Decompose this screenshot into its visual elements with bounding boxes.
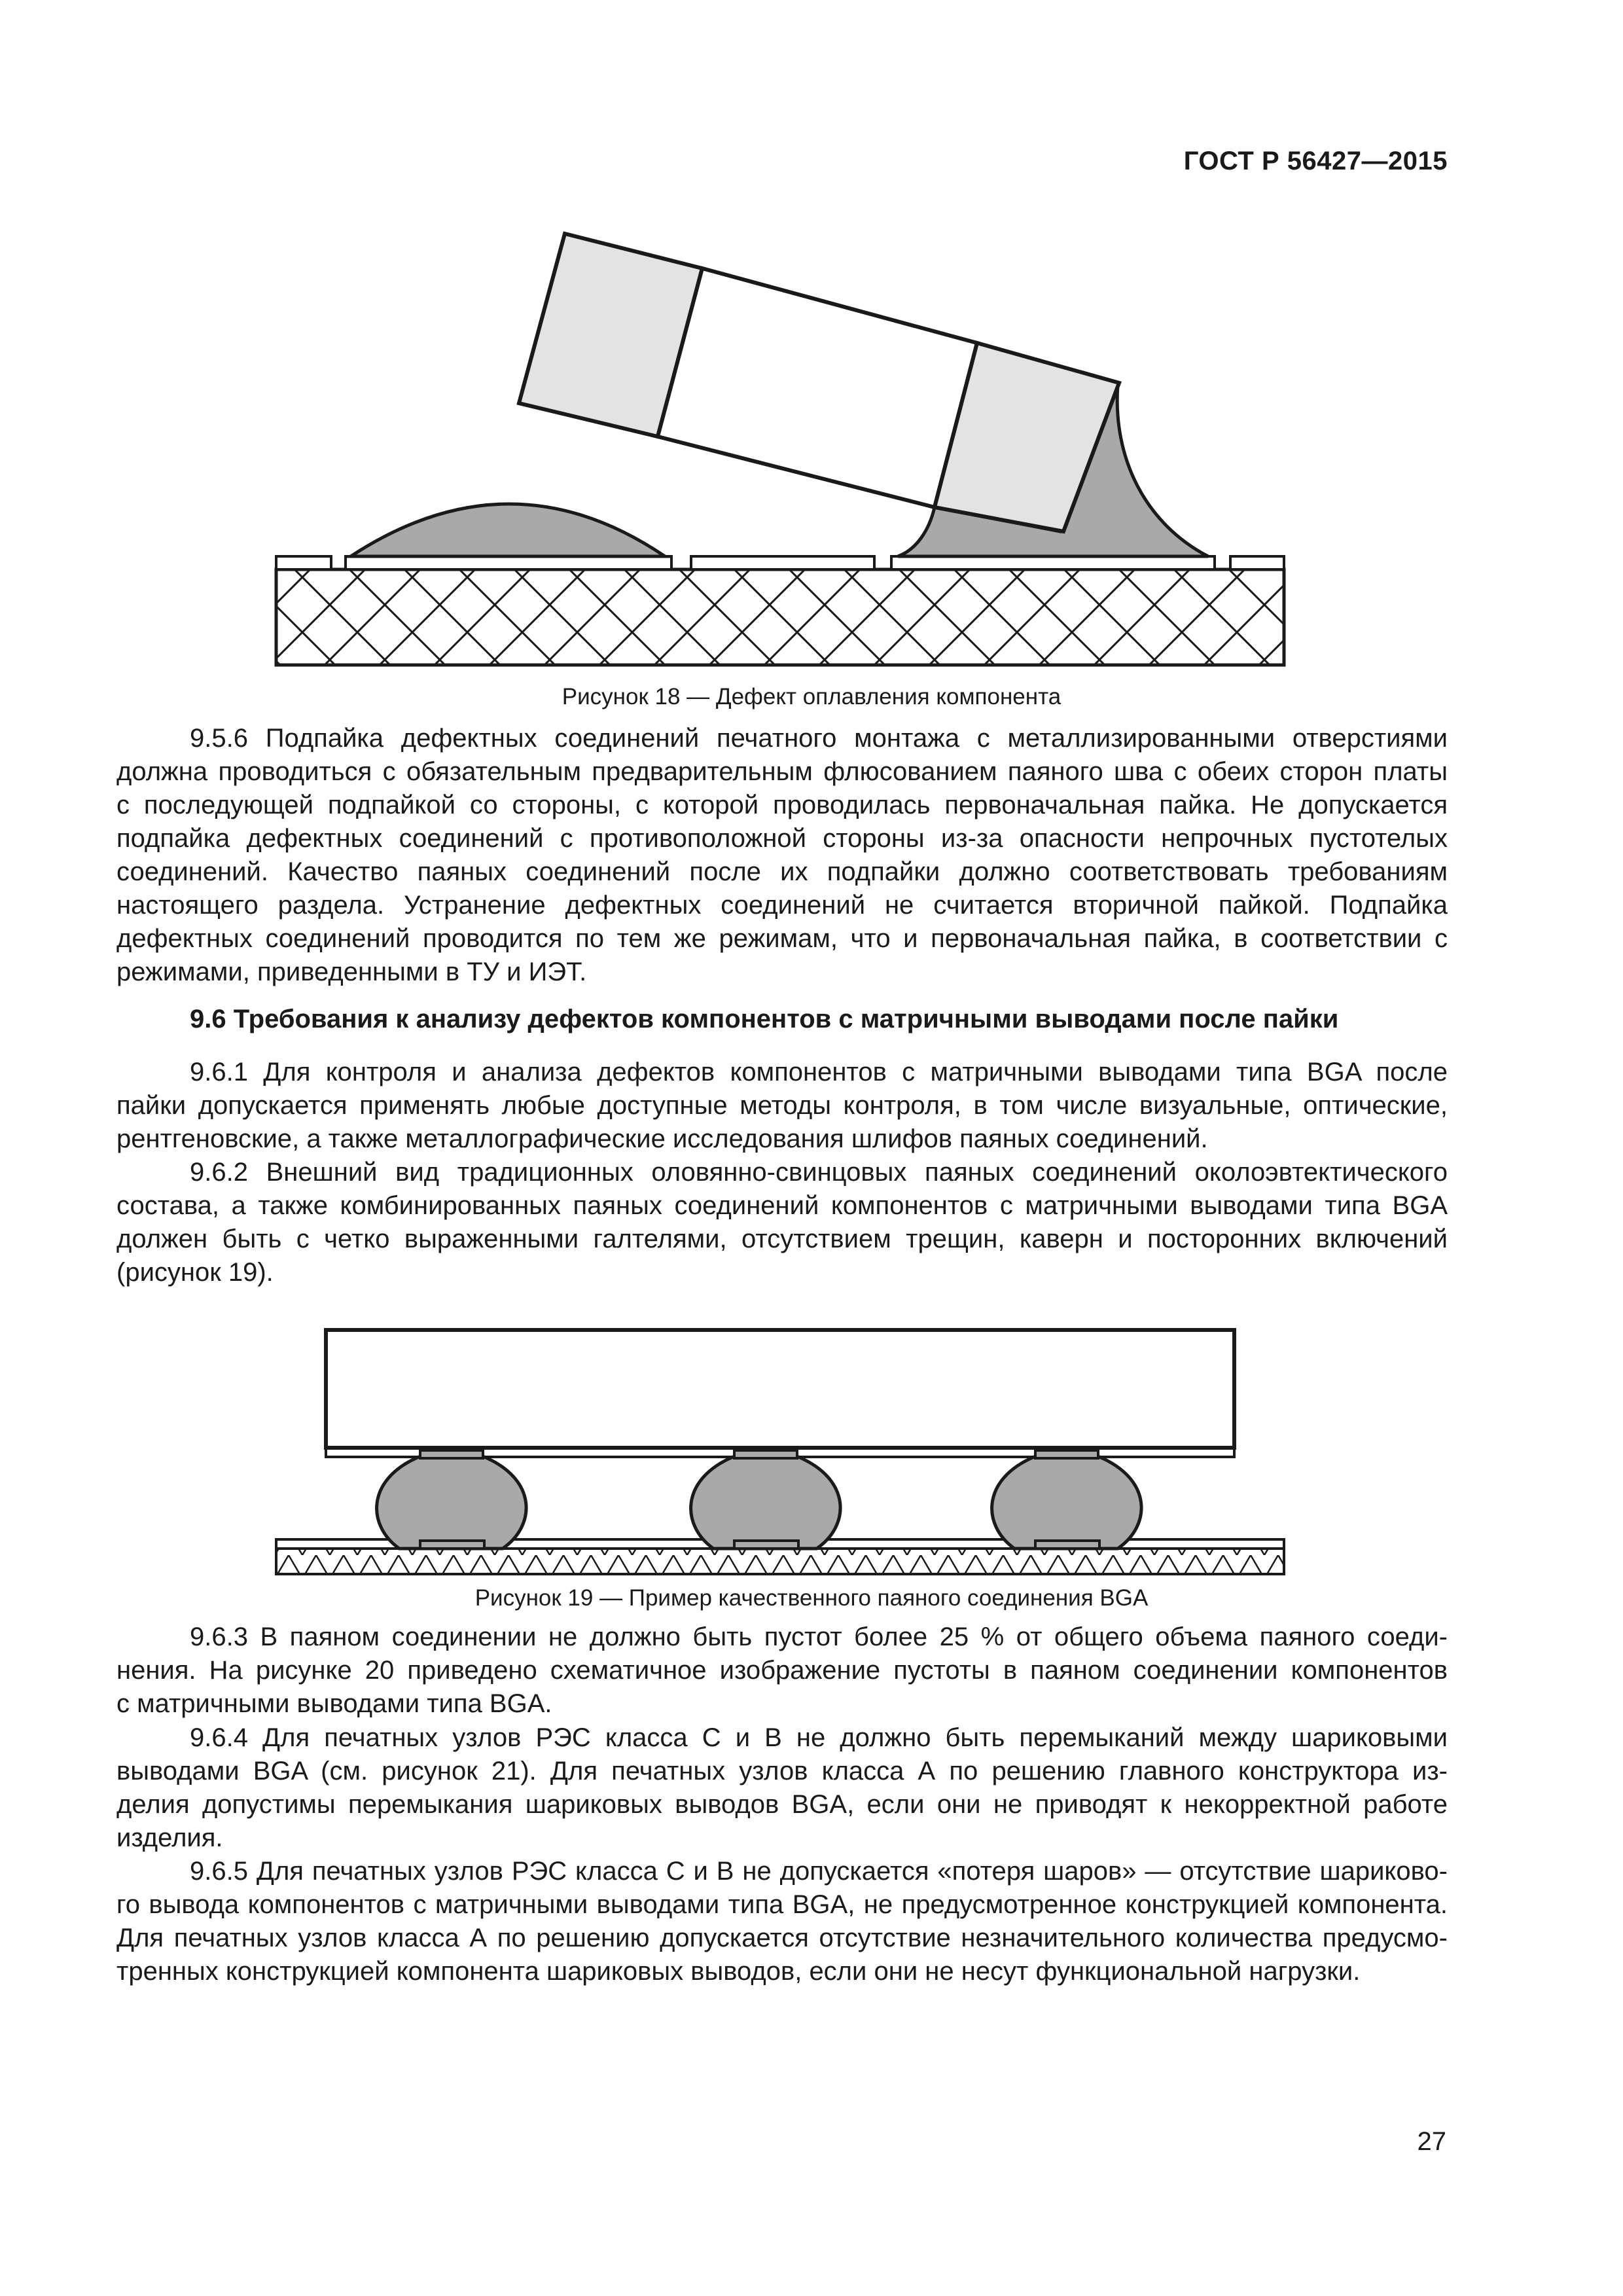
figure-18-caption: Рисунок 18 — Дефект оплавления компонента <box>562 684 1061 709</box>
page-number: 27 <box>1417 2127 1446 2156</box>
figure-18-component-melting-defect <box>0 0 1623 687</box>
bga-component-body <box>326 1330 1234 1448</box>
text-line: с матричными выводами типа BGA. <box>116 1689 552 1718</box>
board-laminate <box>276 569 1284 665</box>
text-line: должна проводиться с обязательным предварительным флюсованием паяного шва с обеих сторон платы <box>116 757 1448 786</box>
text-line: соединений. Качество паяных соединений после их подпайки должно соответствовать требованиям <box>116 857 1448 886</box>
solder-ball-2 <box>691 1450 840 1549</box>
board-laminate <box>276 1548 1284 1574</box>
text-line: делия допустимы перемыкания шариковых выводов BGA, если они не приводят к некорректной работе <box>116 1790 1448 1819</box>
text-line: тренных конструкцией компонента шариковых выводов, если они не несут функциональной нагрузки. <box>116 1957 1361 1986</box>
text-line: с последующей подпайкой со стороны, с которой проводилась первоначальная пайка. Не допускается <box>116 791 1448 819</box>
pad-middle <box>691 556 874 569</box>
text-line: 9.6.2 Внешний вид традиционных оловянно-свинцовых паяных соединений околоэвтектического <box>190 1158 1448 1187</box>
text-line: изделия. <box>116 1823 223 1852</box>
text-line: 9.6.3 В паяном соединении не должно быть пустот более 25 % от общего объема паяного соеди- <box>190 1623 1448 1651</box>
text-line: настоящего раздела. Устранение дефектных соединений не считается вторичной пайкой. Подпайка <box>116 891 1448 920</box>
figure-19-caption: Рисунок 19 — Пример качественного паяного соединения BGA <box>474 1585 1149 1611</box>
text-line: 9.6.4 Для печатных узлов РЭС класса С и В не должно быть перемыканий между шариковыми <box>190 1723 1448 1752</box>
text-line: пайки допускается применять любые доступные методы контроля, в том числе визуальные, оптические, <box>116 1091 1448 1120</box>
solder-dome-left <box>351 504 665 556</box>
figure-19-bga-solder-joint <box>0 1302 1623 1604</box>
pad-left <box>346 556 671 569</box>
paragraph-9-6-1 <box>116 1056 1448 1156</box>
text-line: 9.6.5 Для печатных узлов РЭС класса С и В не допускается «потеря шаров» — отсутствие шариково- <box>190 1857 1448 1886</box>
text-line: подпайка дефектных соединений с противоположной стороны из-за опасности непрочных пустотелых <box>116 824 1448 853</box>
pad-right-edge <box>1230 556 1284 569</box>
document-header-id: ГОСТ Р 56427—2015 <box>1183 147 1448 175</box>
pad-left-edge <box>276 556 331 569</box>
paragraph-9-6-3 <box>116 1621 1448 1721</box>
text-line: нения. На рисунке 20 приведено схематичное изображение пустоты в паяном соединении компонентов <box>116 1656 1448 1685</box>
text-line: состава, а также комбинированных паяных соединений компонентов с матричными выводами типа BGA <box>116 1191 1448 1220</box>
pad-right <box>891 556 1215 569</box>
paragraph-9-6-5 <box>116 1855 1448 1988</box>
paragraph-9-6-2 <box>116 1156 1448 1289</box>
text-line: го вывода компонентов с матричными выводами типа BGA, не предусмотренное конструкцией компонента. <box>116 1890 1448 1919</box>
solder-ball-1 <box>377 1450 526 1549</box>
tilted-chip-component <box>519 234 1119 531</box>
text-line: выводами BGA (см. рисунок 21). Для печатных узлов класса А по решению главного конструктора из- <box>116 1757 1448 1785</box>
text-line: дефектных соединений проводится по тем же режимам, что и первоначальная пайка, в соответствии с <box>116 924 1448 953</box>
text-line: (рисунок 19). <box>116 1258 274 1287</box>
section-heading-9-6: 9.6 Требования к анализу дефектов компонентов с матричными выводами после пайки <box>190 1005 1339 1033</box>
text-line: 9.5.6 Подпайка дефектных соединений печатного монтажа с металлизированными отверстиями <box>190 724 1448 753</box>
paragraph-9-5-6 <box>116 722 1448 989</box>
paragraph-9-6-4 <box>116 1721 1448 1855</box>
solder-ball-3 <box>992 1450 1141 1549</box>
text-line: режимами, приведенными в ТУ и ИЭТ. <box>116 958 587 986</box>
text-line: 9.6.1 Для контроля и анализа дефектов компонентов с матричными выводами типа BGA после <box>190 1058 1448 1086</box>
text-line: рентгеновские, а также металлографические исследования шлифов паяных соединений. <box>116 1124 1208 1153</box>
text-line: должен быть с четко выраженными галтелями, отсутствием трещин, каверн и посторонних включений <box>116 1225 1448 1253</box>
text-line: Для печатных узлов класса А по решению допускается отсутствие незначительного количества предусмо- <box>116 1924 1448 1952</box>
